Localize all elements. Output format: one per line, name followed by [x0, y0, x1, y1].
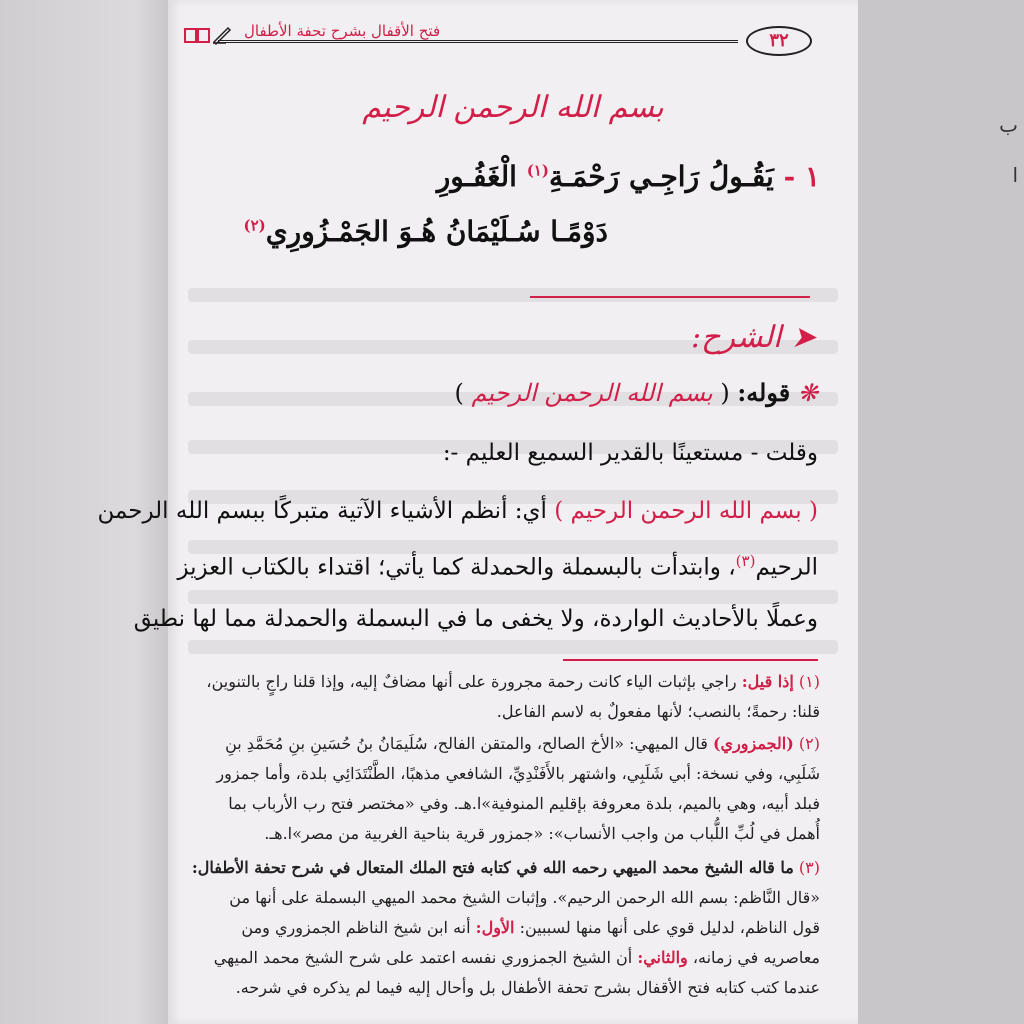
bleed-through: [188, 590, 838, 604]
footnote-2-line-1: [225, 732, 820, 756]
footnote-2-line-4: أُهمل في لُبِّ اللُّباب من واجب الأنساب»: «جمزور قرية بناحية الغربية من مصر»ا.هـ.: [264, 824, 820, 843]
edge-letter: ا: [1012, 163, 1018, 187]
qawluhu-label: قوله:: [737, 378, 791, 407]
edge-letter: ب: [999, 113, 1018, 137]
footnote-3-line-2: «قال النَّاظم: بسم الله الرحمن الرحيم». وإثبات الشيخ محمد الميهي البسملة على أنها من: [229, 888, 820, 907]
book-page: [97, 0, 858, 1024]
body-line-2: [97, 498, 818, 524]
footnote-divider: [563, 659, 818, 661]
paren-close: ): [454, 379, 464, 407]
pen-icon: [212, 26, 232, 44]
running-title: فتح الأقفال بشرح تحفة الأطفال: [240, 22, 444, 40]
footnote-3-number: (٣): [798, 858, 820, 877]
body-line-4: وعملًا بالأحاديث الواردة، ولا يخفى ما في البسملة والحمدلة مما لها نطيق: [133, 606, 818, 632]
book-icon: [184, 26, 210, 44]
footnote-3-line-4: [214, 946, 820, 970]
body-basmala: ( بسم الله الرحمن الرحيم ): [554, 498, 818, 524]
bleed-through: [188, 288, 838, 302]
footnote-3-line-4-b: أن الشيخ الجمزوري نفسه اعتمد على شرح الشيخ محمد الميهي: [213, 948, 633, 967]
header-rule: [218, 40, 738, 43]
footnote-1-label: إذا قيل:: [741, 672, 794, 691]
footnote-3-first: الأول:: [475, 918, 515, 937]
chevron-left-icon: ➤: [790, 320, 816, 355]
footnote-3-line-3: [241, 916, 820, 940]
verse-line-2-text: دَوْمًـا سُـلَيْمَانُ هُـوَ الجَمْـزُورِي: [265, 215, 608, 248]
verse-divider: [530, 296, 810, 298]
footnote-2-number: (٢): [798, 734, 820, 753]
qawluhu-basmala: بسم الله الرحمن الرحيم: [471, 379, 713, 407]
asterisk-icon: ❋: [797, 379, 818, 407]
basmala-calligraphy: بسم الله الرحمن الرحيم: [362, 90, 664, 125]
footnote-3-text: ما قاله الشيخ محمد الميهي رحمه الله في كتابه فتح الملك المتعال في شرح تحفة الأطفال:: [191, 858, 794, 877]
paren-open: (: [720, 379, 730, 407]
footnote-3-line-3-a: قول الناظم، لدليل قوي على أنها منها لسببين:: [519, 918, 820, 937]
footnote-3-line-4-a: معاصريه في زمانه،: [692, 948, 820, 967]
edge-letters: [999, 100, 1018, 200]
footnote-2-text: قال الميهي: «الأخ الصالح، والمتقن الفالح، سُلَيمَانُ بنُ حُسَينِ بنِ مُحَمَّدِ بنِ: [225, 734, 708, 753]
footnote-3-line-3-b: أنه ابن شيخ الناظم الجمزوري ومن: [241, 918, 471, 937]
verse-line-1-end: الْغَفُـورِ: [436, 160, 517, 193]
footnote-1-line-2: قلنا: رحمةً؛ بالنصب؛ لأنها مفعولٌ به لاسم الفاعل.: [496, 702, 820, 721]
footnote-2-line-2: شَلَبِي، وفي نسخة: أبي شَلَبِي، واشتهر بالأَفَنْدِيِّ، الشافعي مذهبًا، الطَّنْتَدَائِي بلدة، وأما جمزور: [216, 764, 820, 783]
footnote-1-line-1: [206, 670, 820, 694]
footnote-1-number: (١): [798, 672, 820, 691]
footnote-2-label: (الجمزوري): [712, 734, 794, 753]
footnote-ref-1: (١): [526, 161, 549, 180]
bleed-through: [188, 640, 838, 654]
footnote-3-line-1: [192, 856, 820, 880]
verse-line-1: [437, 160, 820, 193]
footnote-2-line-3: فبلد أبيه، وهي بالميم، بلدة معروفة بإقليم المنوفية»ا.هـ. وفي «مختصر فتح رب الأرباب بما: [228, 794, 820, 813]
footnote-3-line-5: عندما كتب كتابه فتح الأقفال بشرح تحفة الأطفال بل وأحال إليه فيما لم يذكره في شرحه.: [235, 978, 820, 997]
verse-line-1-text: يَقُـولُ رَاجِـي رَحْمَـةِ: [548, 160, 774, 193]
body-line-2-text: أي: أنظم الأشياء الآتية متبركًا ببسم الله الرحمن: [97, 498, 547, 524]
body-line-3-a: الرحيم: [755, 554, 818, 581]
sharh-heading-text: الشرح:: [691, 320, 782, 355]
qawluhu-line: [454, 378, 818, 407]
right-page-edge: [858, 0, 1024, 1024]
sharh-heading: [691, 320, 816, 355]
verse-line-2: [243, 215, 608, 248]
body-line-3: [177, 552, 818, 581]
footnote-3-second: والثاني:: [637, 948, 688, 967]
footnote-1-text: راجي بإثبات الياء كانت رحمة مجرورة على أنها مضافٌ إليه، وإذا قلنا راجٍ بالتنوين،: [206, 672, 737, 691]
body-line-3-b: ، وابتدأت بالبسملة والحمدلة كما يأتي؛ اقتداء بالكتاب العزيز: [177, 554, 736, 581]
body-line-1: وقلت - مستعينًا بالقدير السميع العليم -:: [442, 440, 818, 466]
page-number: ٣٢: [746, 26, 812, 56]
verse-number: ١ -: [783, 160, 820, 193]
footnote-ref-2: (٢): [243, 216, 266, 235]
page-header: [178, 18, 848, 58]
footnote-ref-3: (٣): [735, 552, 756, 570]
